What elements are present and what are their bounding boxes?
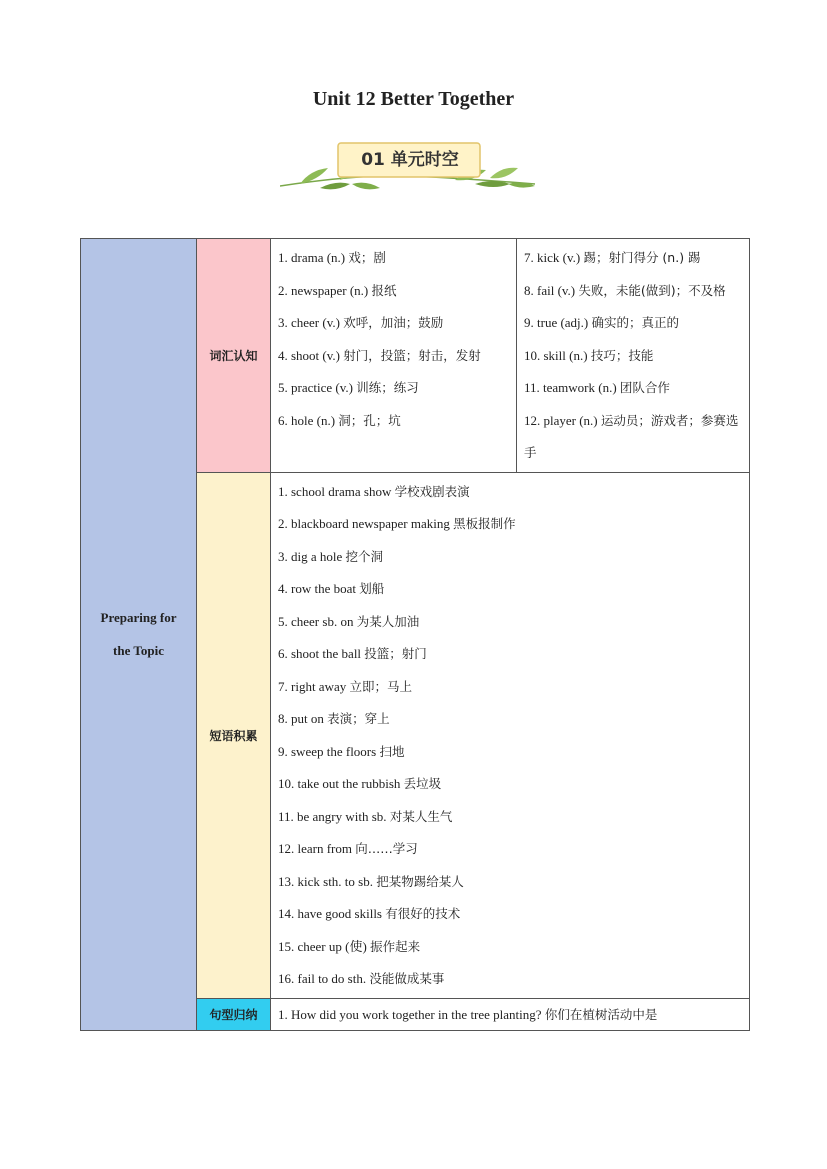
topic-cell <box>81 239 197 1031</box>
phrase-item: 2. blackboard newspaper making 黑板报制作 <box>278 516 516 531</box>
phrase-item: 13. kick sth. to sb. 把某物踢给某人 <box>278 873 464 889</box>
topic-line: Preparing for <box>100 610 177 626</box>
vocab-item: 1. drama (n.) 戏；剧 <box>278 250 386 265</box>
sentences-category: 句型归纳 <box>197 998 271 1030</box>
phrase-item: 14. have good skills 有很好的技术 <box>278 906 461 921</box>
phrase-item: 5. cheer sb. on 为某人加油 <box>278 613 420 629</box>
sentences-cell <box>271 998 750 1030</box>
phrases-cell <box>271 472 750 998</box>
vocab-item: 10. skill (n.) 技巧；技能 <box>524 347 654 363</box>
phrase-item: 15. cheer up (使) 振作起来 <box>278 938 421 954</box>
phrase-item: 1. school drama show 学校戏剧表演 <box>278 483 470 499</box>
phrases-category: 短语积累 <box>197 472 271 998</box>
phrase-item: 9. sweep the floors 扫地 <box>278 743 405 759</box>
phrase-item: 16. fail to do sth. 没能做成某事 <box>278 971 445 986</box>
phrase-item: 3. dig a hole 挖个洞 <box>278 548 384 564</box>
vocab-item: 11. teamwork (n.) 团队合作 <box>524 380 670 395</box>
vocab-item: 7. kick (v.) 踢；射门得分 (n.) 踢 <box>524 250 701 265</box>
topic-line: the Topic <box>113 643 164 659</box>
vocab-row <box>81 239 750 473</box>
vocab-item: 9. true (adj.) 确实的；真正的 <box>524 315 680 330</box>
phrase-item: 11. be angry with sb. 对某人生气 <box>278 808 453 824</box>
vocab-item: 8. fail (v.) 失败，未能(做到)；不及格 <box>524 282 726 298</box>
banner-label: 01 单元时空 <box>361 150 459 170</box>
vocab-item: 12. player (n.) 运动员；游戏者；参赛选手 <box>524 412 739 460</box>
vocab-item: 4. shoot (v.) 射门，投篮；射击，发射 <box>278 347 481 363</box>
vocab-left-cell <box>271 239 517 473</box>
vocab-item: 2. newspaper (n.) 报纸 <box>278 282 397 298</box>
phrase-item: 7. right away 立即；马上 <box>278 678 412 694</box>
phrase-item: 6. shoot the ball 投篮；射门 <box>278 646 427 661</box>
section-banner <box>280 140 540 200</box>
vocab-category: 词汇认知 <box>197 239 271 473</box>
sentence-item: 1. How did you work together in the tree planting? 你们在植树活动中是 <box>278 1006 658 1022</box>
phrase-item: 8. put on 表演；穿上 <box>278 711 390 726</box>
unit-overview-table <box>80 238 750 1031</box>
document-title: Unit 12 Better Together <box>312 88 515 110</box>
vocab-item: 5. practice (v.) 训练；练习 <box>278 380 419 395</box>
phrase-item: 12. learn from 向……学习 <box>278 841 418 856</box>
vocab-right-cell <box>517 239 750 473</box>
phrase-item: 4. row the boat 划船 <box>278 581 385 596</box>
phrase-item: 10. take out the rubbish 丢垃圾 <box>278 776 442 791</box>
vocab-item: 6. hole (n.) 洞；孔；坑 <box>278 412 401 428</box>
vocab-item: 3. cheer (v.) 欢呼，加油；鼓励 <box>278 315 444 330</box>
